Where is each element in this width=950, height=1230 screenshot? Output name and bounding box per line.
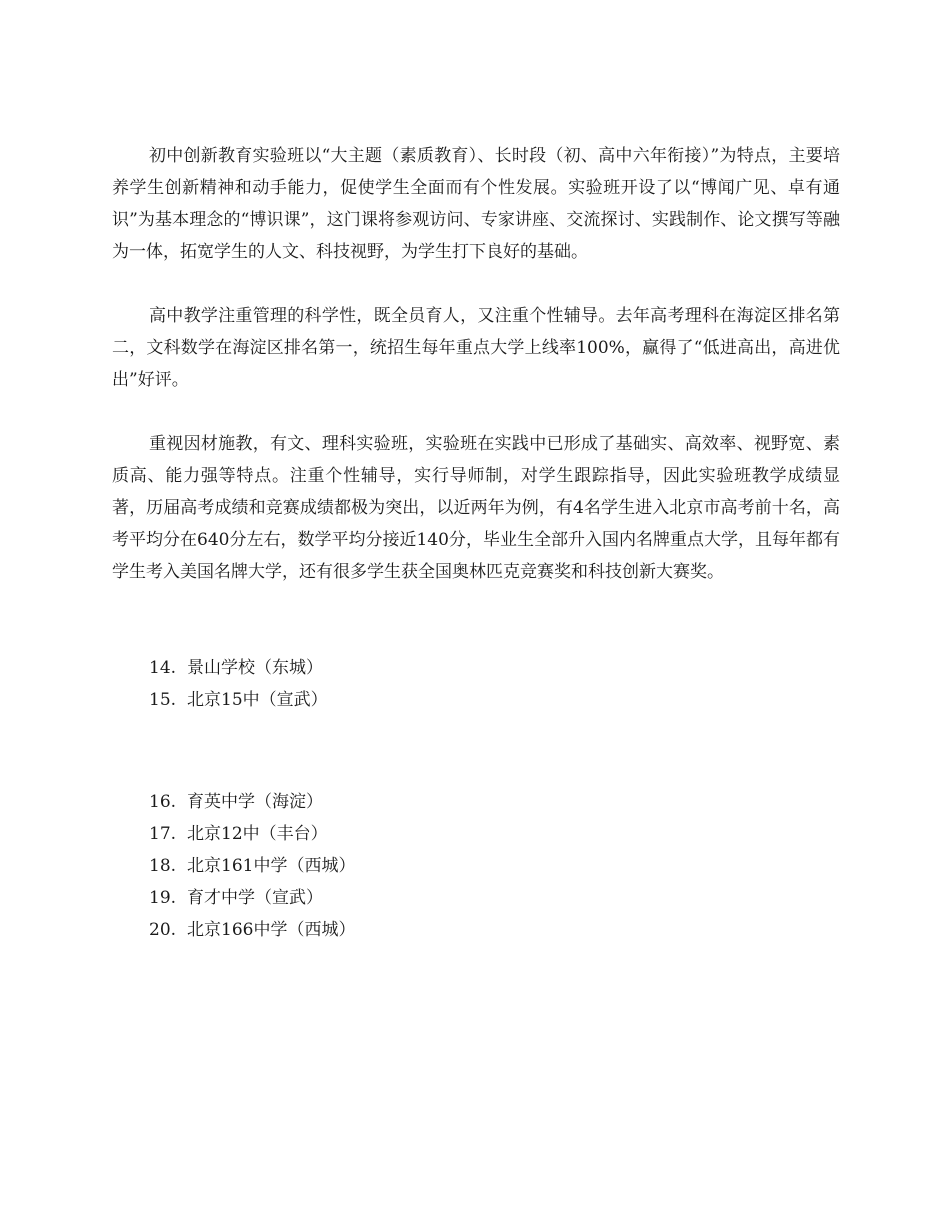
list-item-text: 北京15中（宣武） xyxy=(187,690,328,710)
list-item-text: 景山学校（东城） xyxy=(187,658,323,678)
list-item-number: 19. xyxy=(149,888,177,908)
list-item-text: 北京166中学（西城） xyxy=(187,920,356,940)
list-item-number: 17. xyxy=(149,824,177,844)
list-item-text: 育才中学（宣武） xyxy=(187,888,323,908)
school-list-a xyxy=(112,652,840,716)
list-item xyxy=(112,684,840,716)
list-item-text: 育英中学（海淀） xyxy=(187,792,323,812)
paragraph-experimental-class: 重视因材施教，有文、理科实验班，实验班在实践中已形成了基础实、高效率、视野宽、素质高、能力强等特点。注重个性辅导，实行导师制，对学生跟踪指导，因此实验班教学成绩显著，历届高考成绩和竞赛成绩都极为突出，以近两年为例，有4名学生进入北京市高考前十名，高考平均分在640分左右，数学平均分接近140分，毕业生全部升入国内名牌重点大学，且每年都有学生考入美国名牌大学，还有很多学生获全国奥林匹克竞赛奖和科技创新大赛奖。 xyxy=(112,434,840,582)
list-item-number: 14. xyxy=(149,658,177,678)
document-page xyxy=(112,140,840,946)
school-list-b xyxy=(112,786,840,946)
list-item xyxy=(112,882,840,914)
list-item-number: 16. xyxy=(149,792,177,812)
list-item-number: 18. xyxy=(149,856,177,876)
list-item xyxy=(112,786,840,818)
list-item-number: 15. xyxy=(149,690,177,710)
list-item xyxy=(112,850,840,882)
list-item xyxy=(112,818,840,850)
list-item xyxy=(112,652,840,684)
paragraph-senior-teaching: 高中教学注重管理的科学性，既全员育人，又注重个性辅导。去年高考理科在海淀区排名第二，文科数学在海淀区排名第一，统招生每年重点大学上线率100%，赢得了“低进高出，高进优出”好评。 xyxy=(112,306,840,390)
paragraph-junior-innovation: 初中创新教育实验班以“大主题（素质教育）、长时段（初、高中六年衔接）”为特点，主要培养学生创新精神和动手能力，促使学生全面而有个性发展。实验班开设了以“博闻广见、卓有通识”为基本理念的“博识课”，这门课将参观访问、专家讲座、交流探讨、实践制作、论文撰写等融为一体，拓宽学生的人文、科技视野，为学生打下良好的基础。 xyxy=(112,146,840,262)
list-item-text: 北京161中学（西城） xyxy=(187,856,356,876)
list-item xyxy=(112,914,840,946)
list-item-number: 20. xyxy=(149,920,177,940)
list-item-text: 北京12中（丰台） xyxy=(187,824,328,844)
